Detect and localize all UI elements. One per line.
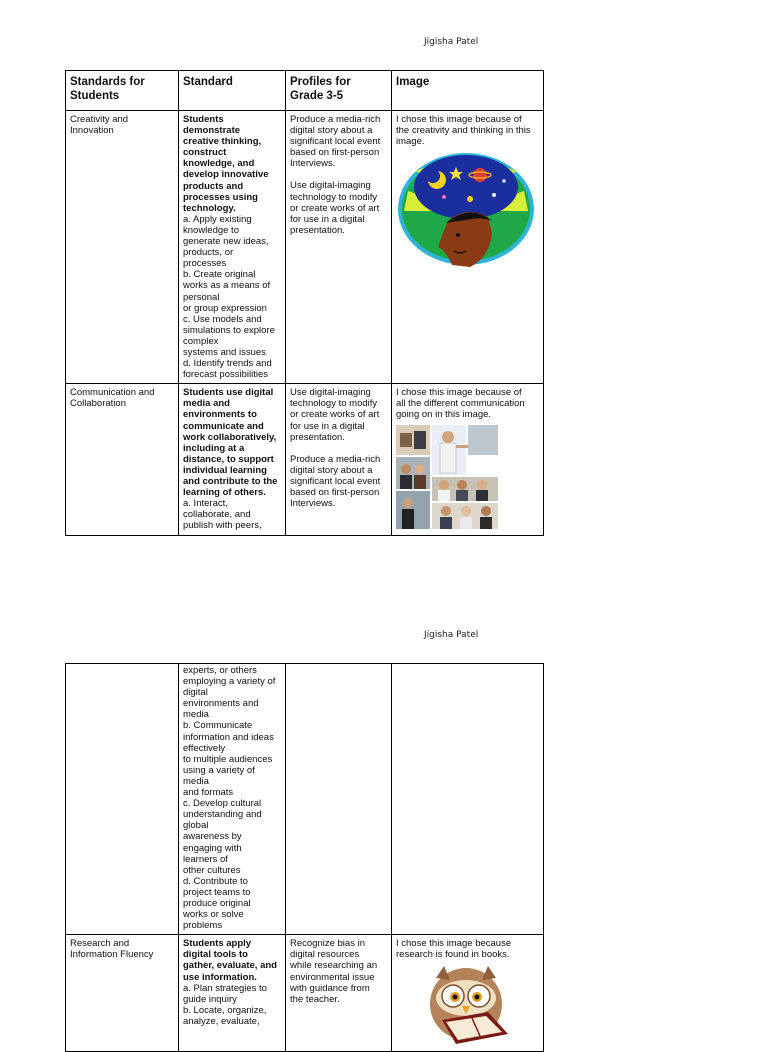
text-line: d. Contribute to — [183, 875, 248, 887]
text-line: information and ideas — [183, 731, 274, 743]
author-name-page-1: Jigisha Patel — [424, 37, 479, 47]
text-line: works as a means of — [183, 280, 271, 292]
text-line: a. Interact, — [183, 498, 228, 510]
text-line: problems — [183, 920, 223, 932]
text-line: communicate and — [183, 420, 264, 432]
text-line: presentation. — [290, 431, 345, 443]
standard-cell — [179, 664, 286, 935]
standard-detail-text — [183, 665, 281, 931]
standards-table-page-2 — [65, 663, 544, 1052]
category-cell: Research and Information Fluency — [66, 935, 179, 1051]
table-row — [66, 664, 544, 935]
text-line: based on first-person — [290, 487, 380, 498]
table-row — [66, 111, 544, 384]
text-line: and formats — [183, 787, 234, 799]
text-line: for use in a digital — [290, 420, 365, 432]
text-line: produce original — [183, 897, 251, 909]
text-line: based on first-person — [290, 147, 380, 159]
image-cell — [392, 111, 544, 384]
text-line: creative thinking, — [183, 136, 262, 148]
text-line: presentation. — [290, 224, 345, 236]
profile-cell — [286, 384, 392, 535]
text-line: digital story about a — [290, 464, 373, 476]
text-line: experts, or others — [183, 665, 257, 676]
text-line: a. Apply existing — [183, 213, 252, 225]
standard-cell — [179, 935, 286, 1051]
text-line: and contribute to the — [183, 476, 278, 487]
image-reason-text — [396, 938, 539, 960]
text-line: research is found in books. — [396, 949, 510, 961]
text-line: project teams to — [183, 886, 251, 898]
text-line: including at a — [183, 442, 245, 454]
image-cell-empty — [392, 664, 544, 935]
text-line: or group expression — [183, 302, 267, 314]
text-line: technology. — [183, 202, 236, 214]
text-line: use information. — [183, 971, 257, 983]
table-row — [66, 384, 544, 535]
text-line: media — [183, 775, 209, 787]
text-line: going on in this image. — [396, 409, 492, 421]
text-line: I chose this image because — [396, 938, 512, 950]
text-line: digital story about a — [290, 125, 373, 137]
profile-cell — [286, 935, 392, 1051]
text-line: image. — [396, 136, 425, 148]
header-standard: Standard — [179, 71, 286, 111]
profile-text-b — [290, 180, 387, 235]
text-line: employing a variety of — [183, 676, 276, 688]
standard-cell — [179, 111, 286, 384]
text-line: Students — [183, 114, 224, 125]
standard-bold-text — [183, 114, 281, 214]
text-line: collaborate, and — [183, 509, 251, 521]
text-line: environmental issue — [290, 971, 375, 983]
text-line: the creativity and thinking in this — [396, 125, 531, 137]
text-line: significant local event — [290, 475, 381, 487]
text-line: effectively — [183, 742, 226, 754]
image-cell — [392, 935, 544, 1051]
text-line: digital resources — [290, 949, 360, 961]
text-line: guide inquiry — [183, 993, 237, 1005]
text-line: works or solve — [183, 909, 244, 921]
text-line: c. Develop cultural — [183, 798, 262, 810]
category-cell-empty — [66, 664, 179, 935]
text-line: processes using — [183, 191, 258, 203]
text-line: simulations to explore — [183, 324, 275, 336]
text-line: a. Plan strategies to — [183, 982, 267, 994]
text-line: generate new ideas, — [183, 236, 269, 248]
text-line: Interviews. — [290, 158, 336, 170]
text-line: or create works of art — [290, 409, 380, 421]
standard-bold-text — [183, 387, 281, 498]
profile-text-b — [290, 454, 387, 509]
text-line: demonstrate — [183, 125, 241, 137]
text-line: using a variety of — [183, 764, 255, 776]
text-line: work collaboratively, — [183, 431, 277, 443]
text-line: systems and issues — [183, 346, 266, 358]
text-line: forecast possibilities — [183, 369, 269, 381]
text-line: digital tools to — [183, 949, 248, 961]
text-line: b. Create original — [183, 269, 256, 281]
table-row — [66, 935, 544, 1051]
text-line: Produce a media-rich — [290, 453, 381, 465]
profile-text-a — [290, 387, 387, 442]
text-line: for use in a digital — [290, 213, 365, 225]
text-line: environments to — [183, 409, 257, 421]
text-line: environments and — [183, 698, 259, 710]
text-line: awareness by — [183, 831, 242, 843]
profile-text-a — [290, 114, 387, 169]
image-cell — [392, 384, 544, 535]
standard-detail-text — [183, 983, 281, 1027]
text-line: individual learning — [183, 464, 267, 476]
text-line: personal — [183, 291, 220, 303]
text-line: b. Communicate — [183, 720, 253, 732]
text-line: or create works of art — [290, 202, 380, 214]
business-collage-photo-icon — [396, 425, 539, 532]
text-line: all the different communication — [396, 398, 525, 410]
image-reason-text — [396, 114, 539, 147]
text-line: develop innovative — [183, 169, 269, 181]
text-line: global — [183, 820, 209, 832]
standard-cell — [179, 384, 286, 535]
header-standards-for-students: Standards for Students — [66, 71, 179, 111]
text-line: Students use digital — [183, 387, 274, 399]
standards-table-page-1 — [65, 70, 544, 536]
image-reason-text — [396, 387, 539, 420]
text-line: construct — [183, 147, 227, 159]
text-line: engaging with — [183, 842, 242, 854]
text-line: I chose this image because of — [396, 114, 522, 125]
text-line: knowledge, and — [183, 158, 255, 170]
text-line: digital — [183, 687, 208, 699]
owl-reading-book-icon — [422, 964, 539, 1047]
text-line: to multiple audiences — [183, 753, 273, 765]
standard-detail-text — [183, 214, 281, 380]
text-line: analyze, evaluate, — [183, 1015, 260, 1027]
text-line: processes — [183, 258, 227, 270]
text-line: products and — [183, 180, 244, 192]
text-line: with guidance from — [290, 982, 370, 994]
standard-detail-text — [183, 498, 281, 531]
text-line: Use digital-imaging — [290, 387, 371, 399]
text-line: gather, evaluate, and — [183, 960, 277, 972]
text-line: b. Locate, organize, — [183, 1004, 267, 1016]
creative-mind-clipart-icon — [396, 151, 539, 272]
text-line: Recognize bias in — [290, 938, 365, 950]
text-line: technology to modify — [290, 398, 378, 410]
text-line: media and — [183, 398, 230, 410]
profile-cell — [286, 111, 392, 384]
text-line: knowledge to — [183, 224, 239, 236]
text-line: d. Identify trends and — [183, 358, 272, 370]
author-name-page-2: Jigisha Patel — [424, 630, 479, 640]
profile-cell-empty — [286, 664, 392, 935]
text-line: significant local event — [290, 136, 381, 148]
text-line: while researching an — [290, 960, 378, 972]
standard-bold-text — [183, 938, 281, 982]
category-cell: Communication and Collaboration — [66, 384, 179, 535]
text-line: Use digital-imaging — [290, 180, 371, 192]
text-line: Produce a media-rich — [290, 114, 381, 125]
text-line: media — [183, 709, 209, 721]
header-image: Image — [392, 71, 544, 111]
profile-text — [290, 938, 387, 1005]
text-line: distance, to support — [183, 453, 274, 465]
text-line: complex — [183, 335, 219, 347]
table-header-row — [66, 71, 544, 111]
text-line: learners of — [183, 853, 228, 865]
text-line: Students apply — [183, 938, 252, 950]
header-profiles: Profiles for Grade 3-5 — [286, 71, 392, 111]
text-line: Interviews. — [290, 498, 336, 510]
text-line: learning of others. — [183, 487, 266, 499]
text-line: other cultures — [183, 864, 241, 876]
text-line: products, or — [183, 247, 234, 259]
category-cell: Creativity and Innovation — [66, 111, 179, 384]
text-line: c. Use models and — [183, 313, 262, 325]
text-line: publish with peers, — [183, 520, 262, 532]
text-line: I chose this image because of — [396, 387, 522, 399]
text-line: understanding and — [183, 809, 262, 821]
text-line: technology to modify — [290, 191, 378, 203]
text-line: the teacher. — [290, 993, 340, 1005]
